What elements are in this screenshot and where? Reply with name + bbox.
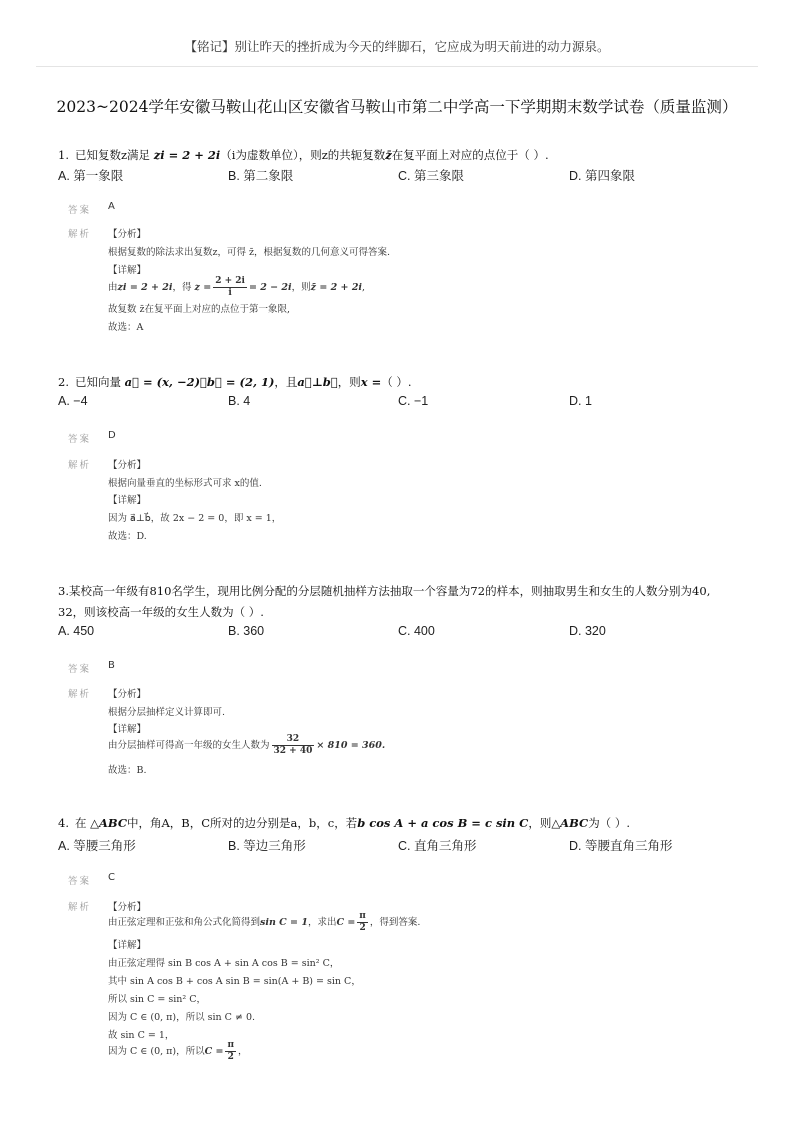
question-3-analysis-line: 根据分层抽样定义计算即可. <box>108 707 226 718</box>
answer-label: 答案 <box>68 664 92 675</box>
question-3-option-d[interactable]: D. 320 <box>569 624 606 638</box>
motto-banner: 【铭记】别让昨天的挫折成为今天的绊脚石，它应成为明天前进的动力源泉。 <box>184 39 610 54</box>
question-3-stem: 3.某校高一年级有810名学生，现用比例分配的分层随机抽样方法抽取一个容量为72的样本，则抽取男生和女生的人数分别为40, <box>58 584 711 598</box>
question-1-detail-line: 由zi = 2 + 2i，得 z = $\frac{2 + 2i}{i}$ = 2 − 2i，则z̄ = 2 + 2i, <box>108 276 366 298</box>
question-1-option-b[interactable]: B. 第二象限 <box>228 169 294 183</box>
analysis-label: 解析 <box>68 689 92 700</box>
question-4-detail-line: 因为 C ∈ (0, π)，所以C = $\frac{\pi}{2}$ ， <box>108 1040 248 1062</box>
question-2-option-a[interactable]: A. −4 <box>58 394 88 408</box>
question-1-answer: A <box>108 201 115 212</box>
question-4-detail-line: 所以 sin C = sin² C， <box>108 994 206 1005</box>
question-4-stem: 4. 在 △ABC中，角A，B，C所对的边分别是a，b，c，若b cos A + a cos B = c sin C，则△ABC为（ ）. <box>58 816 630 830</box>
question-3-analysis-heading: 【分析】 <box>108 689 147 700</box>
question-1-option-d[interactable]: D. 第四象限 <box>569 169 635 183</box>
question-3-option-c[interactable]: C. 400 <box>398 624 435 638</box>
question-3-answer: B <box>108 660 115 671</box>
question-4-analysis-line: 由正弦定理和正弦和角公式化简得到sin C = 1，求出C = $\frac{\pi}{2}$ ，得到答案. <box>108 911 421 933</box>
question-4-detail-line: 其中 sin A cos B + cos A sin B = sin(A + B) = sin C， <box>108 976 361 987</box>
question-4-detail-line: 故 sin C = 1， <box>108 1030 175 1041</box>
page-title: 2023~2024学年安徽马鞍山花山区安徽省马鞍山市第二中学高一下学期期末数学试卷（质量监测） <box>56 98 738 116</box>
question-1-analysis-line: 根据复数的除法求出复数z，可得 z̄，根据复数的几何意义可得答案. <box>108 247 391 258</box>
analysis-label: 解析 <box>68 229 92 240</box>
question-4-detail-line: 因为 C ∈ (0, π)，所以 sin C ≠ 0. <box>108 1012 256 1023</box>
question-1-stem: 1. 已知复数z满足 zi = 2 + 2i（i为虚数单位），则z的共轭复数z̄在复平面上对应的点位于（ ）. <box>58 148 549 162</box>
question-4-detail-line: 由正弦定理得 sin B cos A + sin A cos B = sin² C， <box>108 958 340 969</box>
fraction: $\frac{\pi}{2}$ <box>227 1040 235 1062</box>
question-2-stem: 2. 已知向量 a⃗ = (x, −2)，b⃗ = (2, 1)，且a⃗⊥b⃗，则x =（ ）. <box>58 375 412 389</box>
question-1-option-a[interactable]: A. 第一象限 <box>58 169 124 183</box>
question-1-conclusion: 故选：A <box>108 322 144 333</box>
question-2-conclusion: 故选：D. <box>108 531 147 542</box>
question-2-option-c[interactable]: C. −1 <box>398 394 429 408</box>
question-3-stem-line2: 32，则该校高一年级的女生人数为（ ）. <box>58 605 264 619</box>
question-2-option-b[interactable]: B. 4 <box>228 394 251 408</box>
question-3-detail-heading: 【详解】 <box>108 724 147 735</box>
question-4-detail-heading: 【详解】 <box>108 940 147 951</box>
question-1-detail-line: 故复数 z̄在复平面上对应的点位于第一象限, <box>108 304 291 315</box>
question-2-answer: D <box>108 430 116 441</box>
question-1-detail-heading: 【详解】 <box>108 265 147 276</box>
fraction: $\frac{32}{32 + 40}$ <box>273 734 313 756</box>
question-3-conclusion: 故选：B. <box>108 765 147 776</box>
question-2-detail-heading: 【详解】 <box>108 495 147 506</box>
question-1-analysis-heading: 【分析】 <box>108 229 147 240</box>
question-3-option-a[interactable]: A. 450 <box>58 624 95 638</box>
question-2-option-d[interactable]: D. 1 <box>569 394 592 408</box>
question-4-option-c[interactable]: C. 直角三角形 <box>398 839 477 853</box>
question-2-analysis-heading: 【分析】 <box>108 460 147 471</box>
answer-label: 答案 <box>68 434 92 445</box>
question-4-analysis-heading: 【分析】 <box>108 902 147 913</box>
question-1-option-c[interactable]: C. 第三象限 <box>398 169 464 183</box>
answer-label: 答案 <box>68 205 92 216</box>
question-2-detail-line: 因为 a⃗⊥b⃗，故 2x − 2 = 0，即 x = 1， <box>108 513 282 524</box>
header-divider <box>36 66 758 67</box>
analysis-label: 解析 <box>68 460 92 471</box>
question-4-option-d[interactable]: D. 等腰直角三角形 <box>569 839 673 853</box>
fraction: $\frac{2 + 2i}{i}$ <box>215 276 245 298</box>
question-3-detail-line: 由分层抽样可得高一年级的女生人数为 $\frac{32}{32 + 40}$ × 810 = 360. <box>108 734 386 756</box>
question-2-analysis-line: 根据向量垂直的坐标形式可求 x的值. <box>108 478 262 489</box>
fraction: $\frac{\pi}{2}$ <box>359 911 366 933</box>
analysis-label: 解析 <box>68 902 92 913</box>
answer-label: 答案 <box>68 876 92 887</box>
question-4-option-a[interactable]: A. 等腰三角形 <box>58 839 136 853</box>
question-4-option-b[interactable]: B. 等边三角形 <box>228 839 306 853</box>
question-4-answer: C <box>108 872 115 883</box>
question-3-option-b[interactable]: B. 360 <box>228 624 265 638</box>
